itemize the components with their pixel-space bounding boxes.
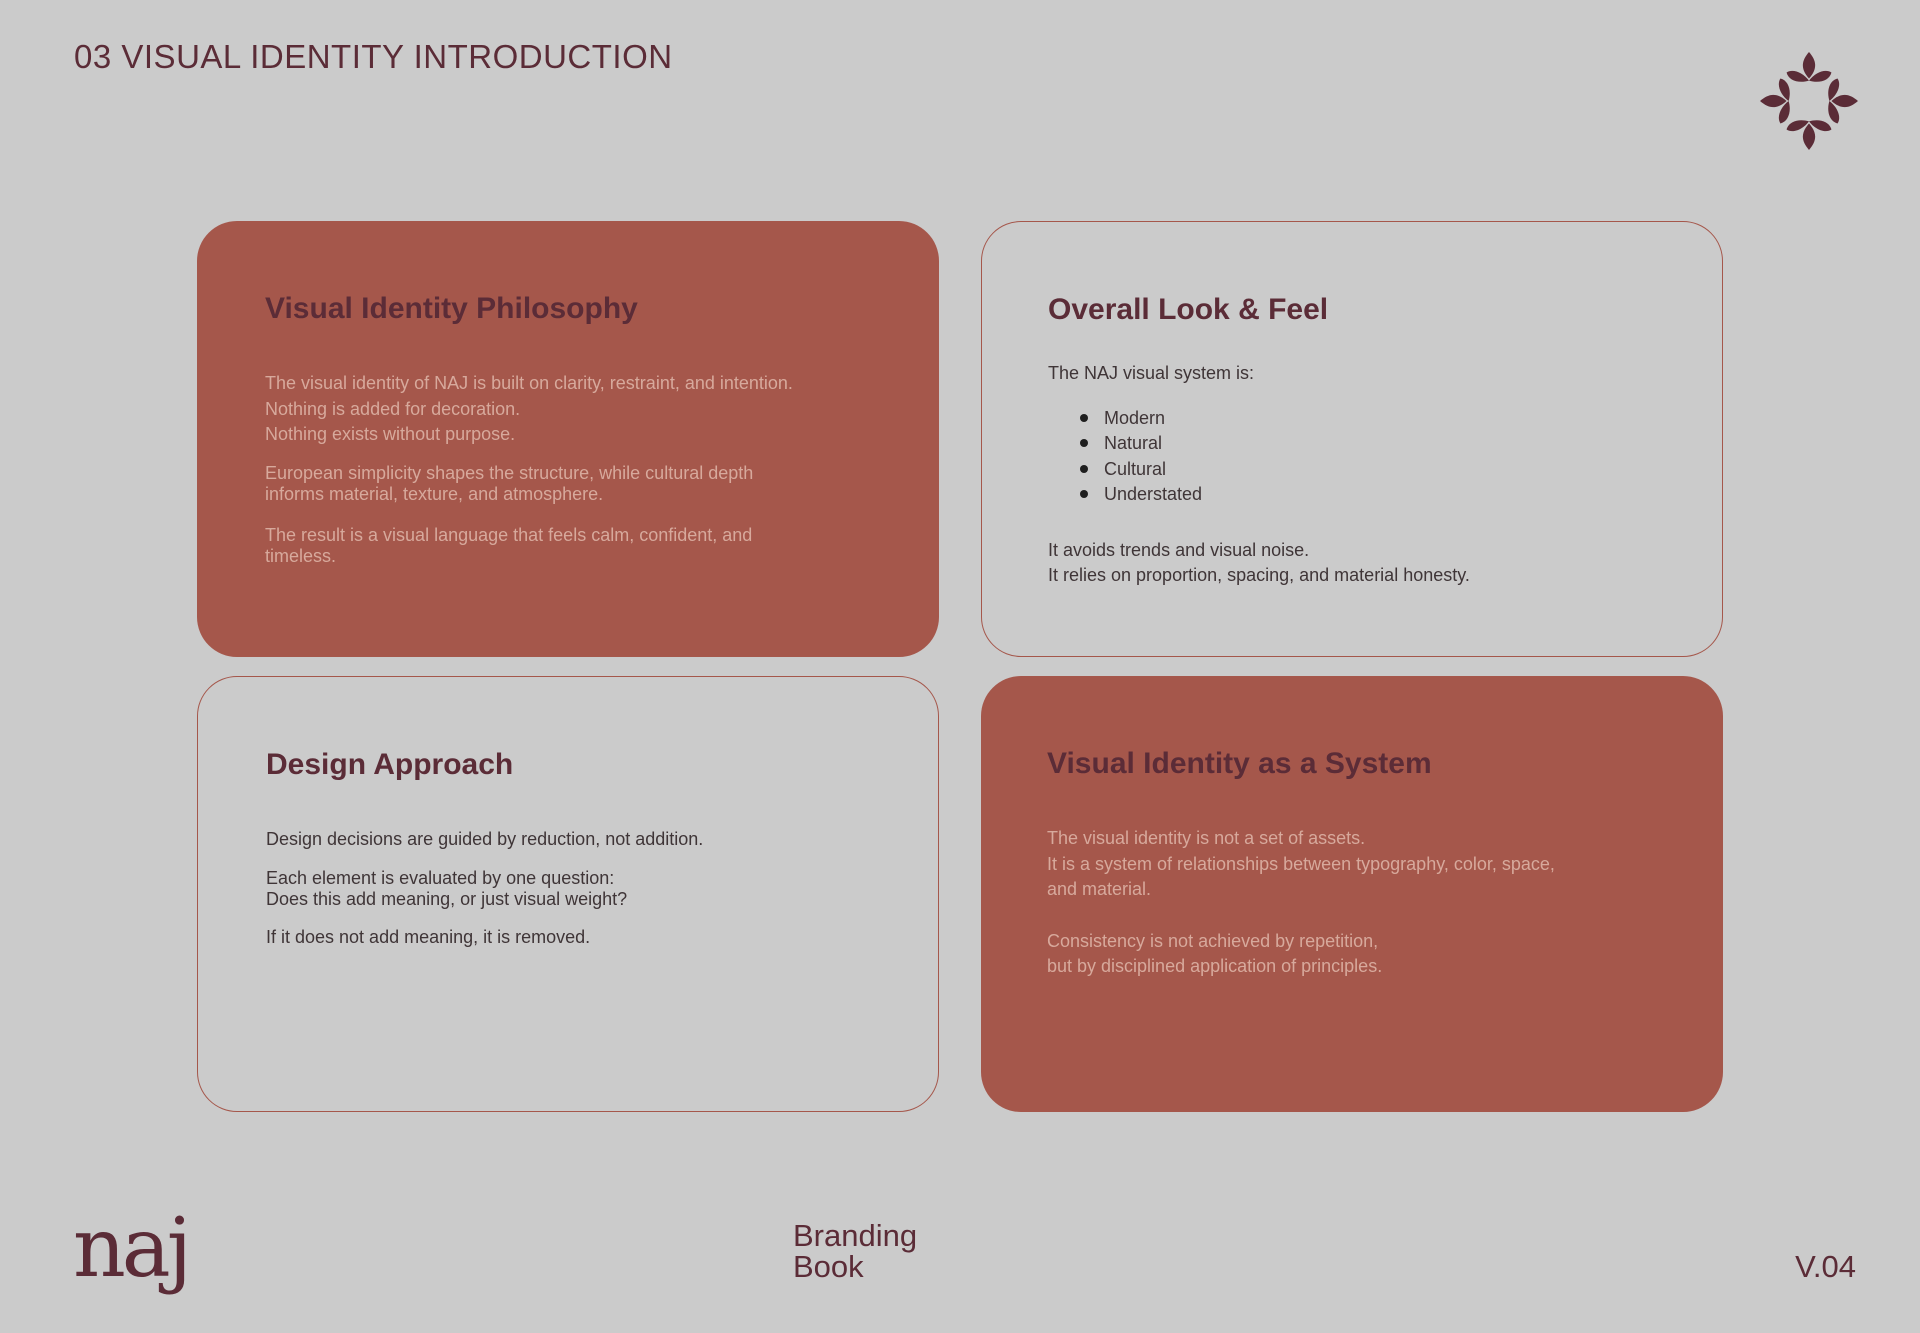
card-title: Design Approach (266, 748, 514, 781)
card-text: Nothing is added for decoration. (265, 398, 521, 419)
card-text: The result is a visual language that feels calm, confident, and (265, 524, 753, 545)
card-text: It is a system of relationships between typography, color, space, (1047, 853, 1555, 874)
list-item: Natural (1104, 431, 1654, 457)
card-text: Consistency is not achieved by repetition, (1047, 930, 1379, 951)
card-body (1047, 826, 1655, 980)
card-text: The visual identity is not a set of assets. (1047, 828, 1366, 848)
card-text: European simplicity shapes the structure, while cultural depth (265, 462, 754, 483)
list-item: Cultural (1104, 457, 1654, 483)
card-text: Each element is evaluated by one question: (266, 867, 615, 888)
card-text: If it does not add meaning, it is removed. (266, 926, 591, 947)
card-text: Nothing exists without purpose. (265, 424, 516, 444)
card-text: The NAJ visual system is: (1048, 363, 1255, 383)
card-visual-identity-as-a-system (981, 676, 1723, 1112)
card-text: It avoids trends and visual noise. (1048, 539, 1310, 560)
version-label: V.04 (1795, 1249, 1856, 1284)
page-title: 03 VISUAL IDENTITY INTRODUCTION (74, 38, 673, 75)
branding-label: Branding (793, 1218, 918, 1253)
branding-book-label (793, 1220, 917, 1282)
card-text: It relies on proportion, spacing, and material honesty. (1048, 565, 1470, 585)
card-text: The visual identity of NAJ is built on clarity, restraint, and intention. (265, 373, 793, 393)
card-overall-look-and-feel (981, 221, 1723, 657)
card-title: Overall Look & Feel (1048, 293, 1329, 326)
attribute-list (1048, 406, 1654, 508)
card-text: Design decisions are guided by reduction, not addition. (266, 829, 704, 849)
card-title: Visual Identity Philosophy (265, 292, 638, 325)
book-label: Book (793, 1249, 864, 1284)
list-item: Modern (1104, 406, 1654, 432)
card-body (265, 371, 871, 567)
flower-emblem-icon (1758, 50, 1860, 152)
card-design-approach (197, 676, 939, 1112)
card-text: and material. (1047, 879, 1152, 899)
card-text: Does this add meaning, or just visual weight? (266, 888, 628, 909)
list-item: Understated (1104, 482, 1654, 508)
card-text: but by disciplined application of principles. (1047, 956, 1383, 976)
card-text: informs material, texture, and atmosphere. (265, 483, 604, 504)
card-visual-identity-philosophy (197, 221, 939, 657)
card-body (266, 827, 870, 950)
card-title: Visual Identity as a System (1047, 747, 1432, 780)
naj-logo: naj (73, 1201, 189, 1296)
card-text: timeless. (265, 545, 337, 566)
